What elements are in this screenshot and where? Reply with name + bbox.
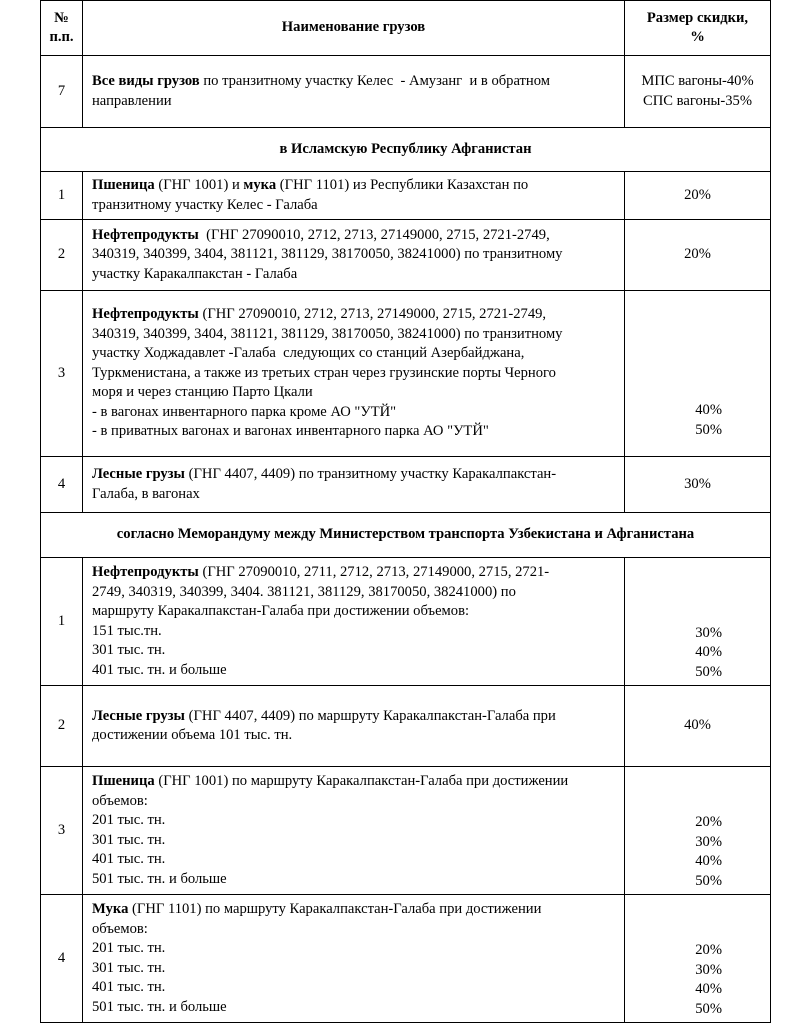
- table-header-row: [41, 1, 771, 56]
- table-row: [41, 767, 771, 895]
- cargo-description: Мука (ГНГ 1101) по маршруту Каракалпакстан-Галаба при достижении объемов: 201 тыс. тн. 301 тыс. тн. 401 тыс. тн. 501 тыс. тн. и больше: [83, 895, 625, 1023]
- cargo-description: Лесные грузы (ГНГ 4407, 4409) по маршруту Каракалпакстан-Галаба при достижении объема 101 тыс. тн.: [83, 686, 625, 767]
- discount-value: 20% 30% 40% 50%: [625, 767, 771, 895]
- table-row: [41, 56, 771, 128]
- row-number: 4: [41, 895, 83, 1023]
- table-row: [41, 291, 771, 457]
- discount-value: 40% 50%: [625, 291, 771, 457]
- row-number: 4: [41, 457, 83, 513]
- section-row: [41, 513, 771, 558]
- header-cargo-name: Наименование грузов: [83, 1, 625, 56]
- row-number: 7: [41, 56, 83, 128]
- cargo-description: Нефтепродукты (ГНГ 27090010, 2712, 2713, 27149000, 2715, 2721-2749, 340319, 340399, 3404, 381121, 381129, 38170050, 38241000) по транзитному участку Каракалпакстан - Галаба: [83, 220, 625, 291]
- table-row: [41, 172, 771, 220]
- section-title: в Исламскую Республику Афганистан: [41, 128, 771, 172]
- document-page: [40, 0, 770, 1023]
- cargo-description: Лесные грузы (ГНГ 4407, 4409) по транзитному участку Каракалпакстан- Галаба, в вагонах: [83, 457, 625, 513]
- header-discount: Размер скидки, %: [625, 1, 771, 56]
- cargo-description: Нефтепродукты (ГНГ 27090010, 2711, 2712, 2713, 27149000, 2715, 2721- 2749, 340319, 340399, 3404. 381121, 381129, 38170050, 38241000) по маршруту Каракалпакстан-Галаба при достижении объемов: 151 тыс.тн. 301 тыс. тн. 401 тыс. тн. и больше: [83, 558, 625, 686]
- section-row: [41, 128, 771, 172]
- discount-value: 30% 40% 50%: [625, 558, 771, 686]
- row-number: 2: [41, 686, 83, 767]
- cargo-description: Пшеница (ГНГ 1001) по маршруту Каракалпакстан-Галаба при достижении объемов: 201 тыс. тн. 301 тыс. тн. 401 тыс. тн. 501 тыс. тн. и больше: [83, 767, 625, 895]
- row-number: 3: [41, 767, 83, 895]
- table-row: [41, 895, 771, 1023]
- cargo-description: Пшеница (ГНГ 1001) и мука (ГНГ 1101) из Республики Казахстан по транзитному участку Келес - Галаба: [83, 172, 625, 220]
- row-number: 1: [41, 172, 83, 220]
- discount-value: 20%: [625, 220, 771, 291]
- discount-value: 30%: [625, 457, 771, 513]
- table-row: [41, 686, 771, 767]
- cargo-description: Нефтепродукты (ГНГ 27090010, 2712, 2713, 27149000, 2715, 2721-2749, 340319, 340399, 3404, 381121, 381129, 38170050, 38241000) по транзитному участку Ходжадавлет -Галаба следующих со станций Азербайджана, Туркменистана, а также из третьих стран через грузинские порты Черного моря и через станцию Парто Цкали - в вагонах инвентарного парка кроме АО "УТЙ" - в приватных вагонах и вагонах инвентарного парка АО "УТЙ": [83, 291, 625, 457]
- section-title: согласно Меморандуму между Министерством транспорта Узбекистана и Афганистана: [41, 513, 771, 558]
- discount-table: [40, 0, 771, 1023]
- discount-value: МПС вагоны-40% СПС вагоны-35%: [625, 56, 771, 128]
- cargo-description: Все виды грузов по транзитному участку Келес - Амузанг и в обратном направлении: [83, 56, 625, 128]
- table-row: [41, 220, 771, 291]
- header-number: № п.п.: [41, 1, 83, 56]
- discount-value: 40%: [625, 686, 771, 767]
- table-row: [41, 558, 771, 686]
- row-number: 3: [41, 291, 83, 457]
- discount-value: 20%: [625, 172, 771, 220]
- table-row: [41, 457, 771, 513]
- row-number: 2: [41, 220, 83, 291]
- discount-value: 20% 30% 40% 50%: [625, 895, 771, 1023]
- row-number: 1: [41, 558, 83, 686]
